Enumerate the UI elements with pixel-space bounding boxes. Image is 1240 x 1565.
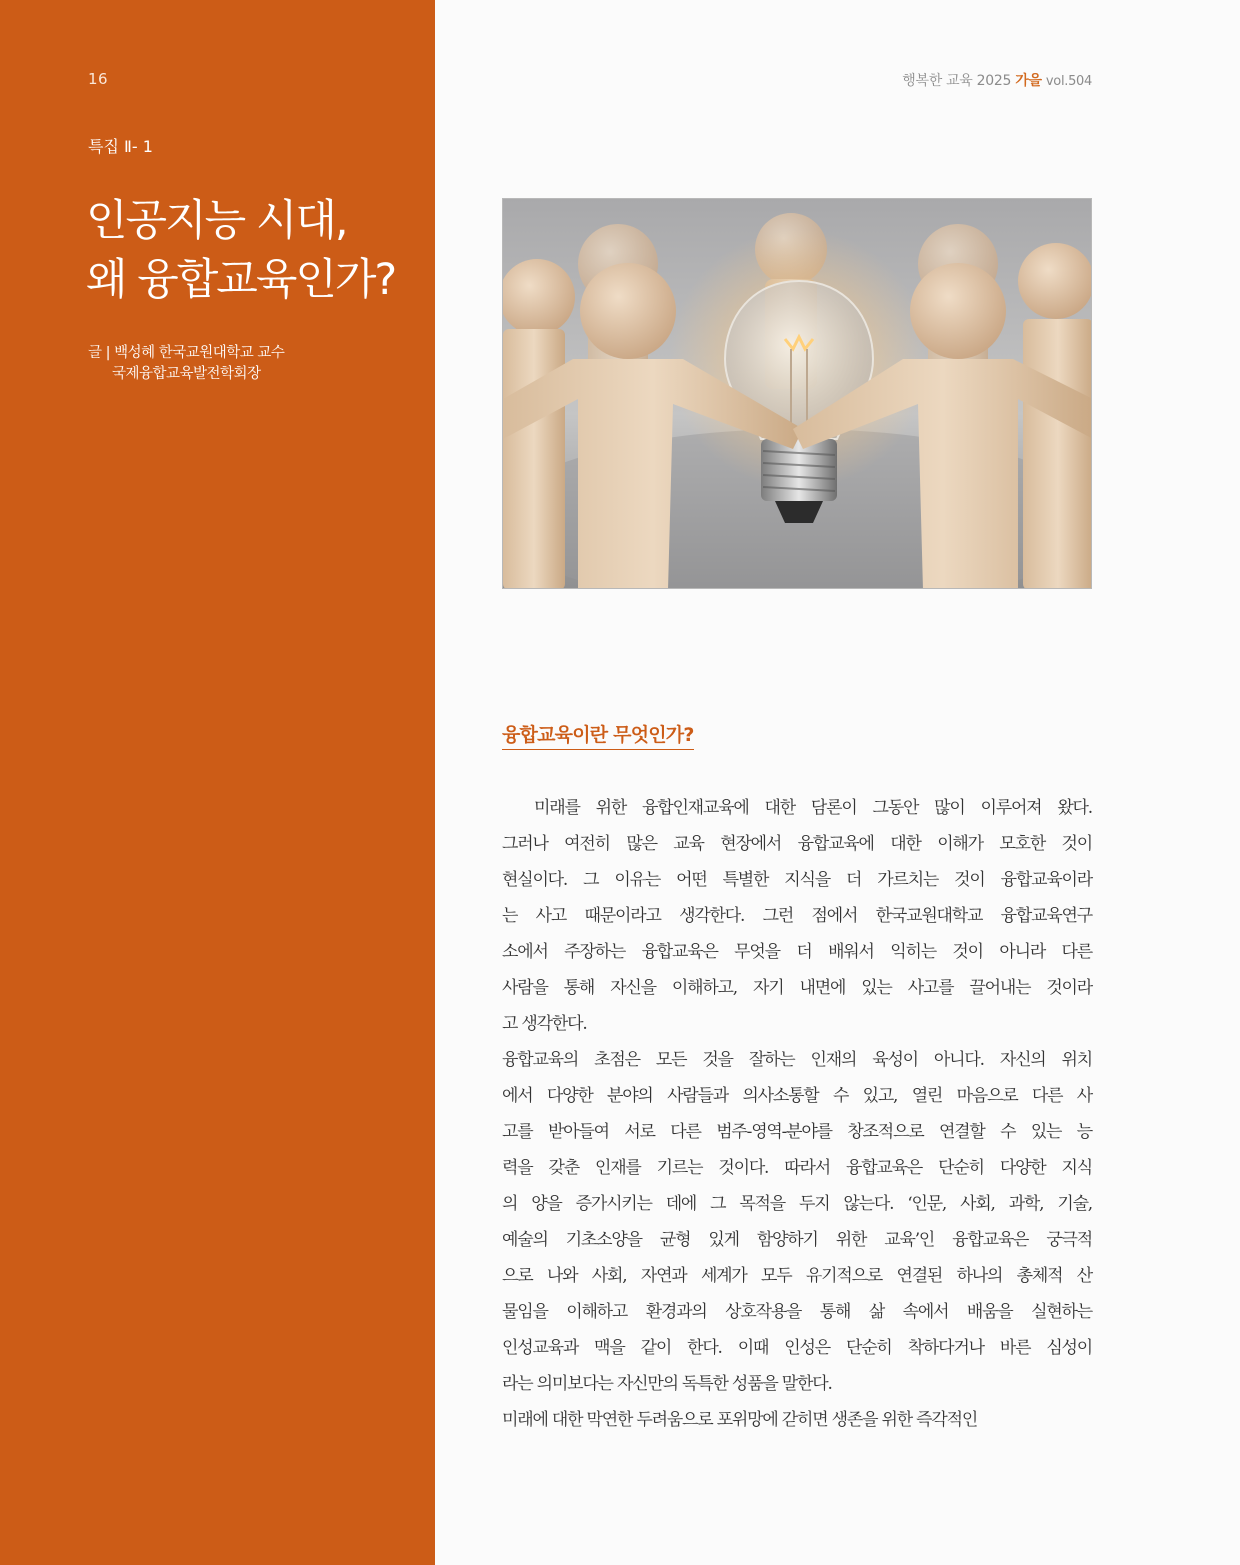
season-label: 가을: [1015, 73, 1042, 89]
body-line: 라는 의미보다는 자신만의 독특한 성품을 말한다.: [502, 1374, 832, 1394]
sidebar-panel: [0, 0, 435, 1565]
title-line-2: 왜 융합교육인가?: [86, 255, 396, 306]
hero-image: [502, 198, 1092, 589]
section-label: 특집 Ⅱ- 1: [88, 137, 153, 156]
magazine-name: 행복한 교육 2025: [902, 73, 1012, 89]
body-line: 고를 받아들여 서로 다른 범주-영역-분야를 창조적으로 연결할 수 있는 능: [502, 1122, 1092, 1142]
body-line: 는 사고 때문이라고 생각한다. 그런 점에서 한국교원대학교 융합교육연구: [502, 906, 1092, 926]
body-line: 고 생각한다.: [502, 1014, 587, 1034]
article-body: [502, 790, 1092, 1438]
author-affiliation: 국제융합교육발전학회장: [112, 366, 261, 382]
body-line: 미래를 위한 융합인재교육에 대한 담론이 그동안 많이 이루어져 왔다.: [534, 798, 1092, 818]
author-credit: [88, 343, 284, 385]
body-line: 의 양을 증가시키는 데에 그 목적을 두지 않는다. ‘인문, 사회, 과학, 기술,: [502, 1194, 1092, 1214]
body-line: 융합교육의 초점은 모든 것을 잘하는 인재의 육성이 아니다. 자신의 위치: [502, 1050, 1092, 1070]
section-heading: 융합교육이란 무엇인가?: [502, 720, 694, 750]
body-line: 으로 나와 사회, 자연과 세계가 모두 유기적으로 연결된 하나의 총체적 산: [502, 1266, 1092, 1286]
body-line: 미래에 대한 막연한 두려움으로 포위망에 갇히면 생존을 위한 즉각적인: [502, 1410, 978, 1430]
body-line: 현실이다. 그 이유는 어떤 특별한 지식을 더 가르치는 것이 융합교육이라: [502, 870, 1092, 890]
author-name: 글 | 백성혜 한국교원대학교 교수: [88, 345, 285, 361]
magazine-header: [902, 70, 1092, 90]
body-line: 력을 갖춘 인재를 기르는 것이다. 따라서 융합교육은 단순히 다양한 지식: [502, 1158, 1092, 1178]
article-title: [86, 192, 431, 311]
body-line: 그러나 여전히 많은 교육 현장에서 융합교육에 대한 이해가 모호한 것이: [502, 834, 1092, 854]
volume-label: vol.504: [1045, 74, 1092, 89]
page-number: 16: [88, 70, 109, 88]
body-line: 물임을 이해하고 환경과의 상호작용을 통해 삶 속에서 배움을 실현하는: [502, 1302, 1092, 1322]
body-line: 소에서 주장하는 융합교육은 무엇을 더 배워서 익히는 것이 아니라 다른: [502, 942, 1092, 962]
body-line: 에서 다양한 분야의 사람들과 의사소통할 수 있고, 열린 마음으로 다른 사: [502, 1086, 1092, 1106]
body-line: 예술의 기초소양을 균형 있게 함양하기 위한 교육’인 융합교육은 궁극적: [502, 1230, 1092, 1250]
body-line: 사람을 통해 자신을 이해하고, 자기 내면에 있는 사고를 끌어내는 것이라: [502, 978, 1092, 998]
lightbulb-people-photo: [503, 199, 1092, 589]
body-line: 인성교육과 맥을 같이 한다. 이때 인성은 단순히 착하다거나 바른 심성이: [502, 1338, 1092, 1358]
title-line-1: 인공지능 시대,: [86, 196, 347, 246]
